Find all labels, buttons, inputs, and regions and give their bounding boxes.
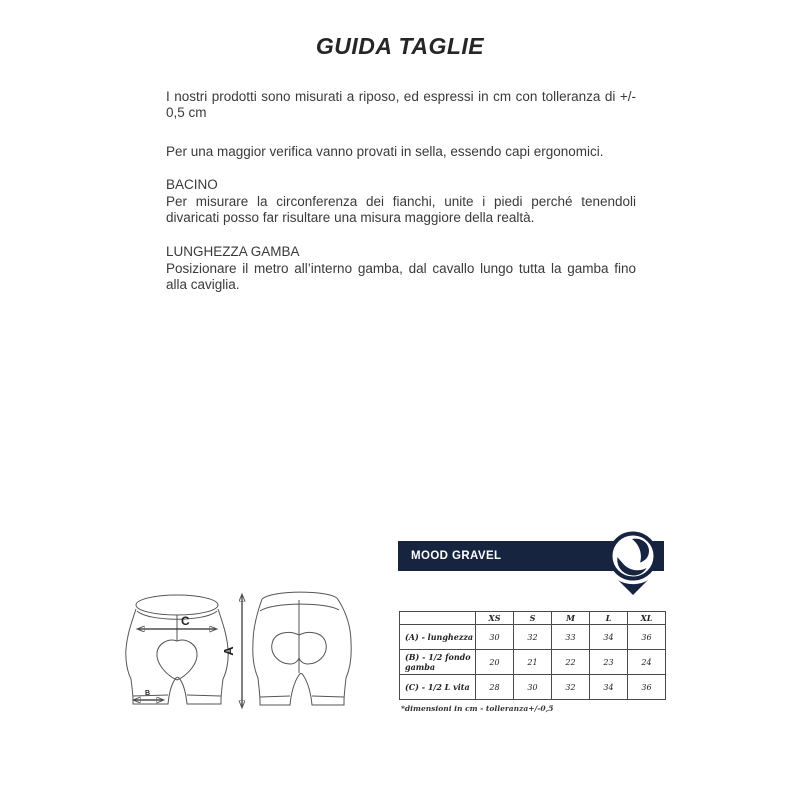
- size-value-cell: 20: [476, 650, 514, 675]
- measure-label-c: C: [181, 614, 190, 628]
- size-value-cell: 33: [552, 625, 590, 650]
- size-value-cell: 36: [628, 675, 666, 700]
- product-name: MOOD GRAVEL: [411, 550, 502, 562]
- size-table-row-c: [400, 675, 666, 700]
- size-col-header: XL: [628, 612, 666, 625]
- section-body-lunghezza-gamba: Posizionare il metro all’interno gamba, dal cavallo lungo tutta la gamba fino alla caviglia.: [166, 261, 636, 292]
- size-value-cell: 22: [552, 650, 590, 675]
- size-value-cell: 21: [514, 650, 552, 675]
- size-value-cell: 23: [590, 650, 628, 675]
- waistband-back: [262, 592, 337, 599]
- size-col-header: L: [590, 612, 628, 625]
- shorts-back-view: [253, 592, 351, 705]
- fit-note-paragraph: Per una maggior verifica vanno provati in sella, essendo capi ergonomici.: [166, 144, 604, 159]
- size-value-cell: 34: [590, 625, 628, 650]
- measure-arrow-a-group: [221, 595, 242, 707]
- size-value-cell: 30: [514, 675, 552, 700]
- size-row-label: (A) - lunghezza: [400, 625, 476, 650]
- brand-logo: [604, 527, 664, 597]
- section-heading-lunghezza-gamba: LUNGHEZZA GAMBA: [166, 244, 300, 259]
- chevron-down-icon: [618, 580, 648, 595]
- size-col-header: M: [552, 612, 590, 625]
- size-value-cell: 34: [590, 675, 628, 700]
- size-col-header: XS: [476, 612, 514, 625]
- measure-label-b: B: [145, 690, 151, 697]
- size-table-row-a: [400, 625, 666, 650]
- size-row-label: (B) - 1/2 fondo gamba: [400, 650, 476, 675]
- size-value-cell: 32: [552, 675, 590, 700]
- size-value-cell: 32: [514, 625, 552, 650]
- chamois-pad-front: [157, 640, 197, 680]
- waistband-front: [136, 595, 218, 615]
- page-title: GUIDA TAGLIE: [315, 33, 485, 59]
- size-table-footnote: *dimensioni in cm - tolleranza+/-0,5: [401, 704, 554, 713]
- size-value-cell: 28: [476, 675, 514, 700]
- size-table-row-b: [400, 650, 666, 675]
- size-value-cell: 30: [476, 625, 514, 650]
- size-row-label: (C) - 1/2 L vita: [400, 675, 476, 700]
- size-value-cell: 24: [628, 650, 666, 675]
- shorts-measurement-diagram: [123, 583, 355, 716]
- section-heading-bacino: BACINO: [166, 177, 218, 192]
- section-body-bacino: Per misurare la circonferenza dei fianchi, unite i piedi perché tenendoli divaricati posso far risultare una misura maggiore della realtà.: [166, 194, 636, 225]
- size-table-header-row: [400, 612, 666, 625]
- size-table: [399, 611, 666, 700]
- size-col-header: S: [514, 612, 552, 625]
- intro-paragraph: I nostri prodotti sono misurati a riposo, ed espressi in cm con tolleranza di +/- 0,5 cm: [166, 89, 636, 120]
- shorts-front-view: [126, 595, 228, 704]
- measure-label-a: A: [221, 646, 236, 656]
- size-table-corner-cell: [400, 612, 476, 625]
- size-value-cell: 36: [628, 625, 666, 650]
